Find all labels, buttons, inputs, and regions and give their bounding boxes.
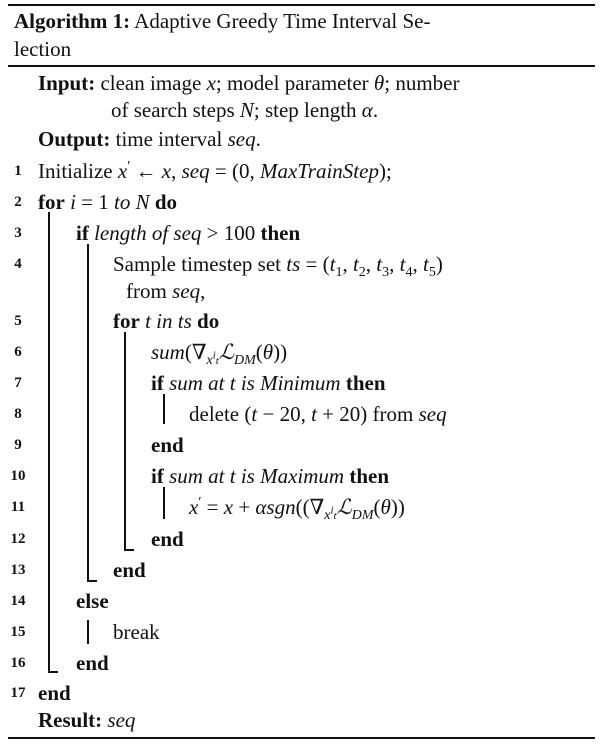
step-4-cont: from seq, [126,279,206,303]
output-key: Output: [38,127,111,151]
line-number: 13 [10,562,26,578]
line-number: 8 [14,406,22,422]
line-number: 6 [14,344,22,360]
line-number: 11 [10,499,26,515]
step-15: break [113,620,160,644]
indent-bar-else [87,620,89,644]
line-number: 9 [14,437,22,453]
line-number: 10 [10,468,26,484]
indent-bar-for-t [124,332,126,550]
indent-bar-if-length [87,244,89,581]
step-16: end [76,651,109,675]
step-12: end [151,527,184,551]
indent-bar-if-min [163,394,165,424]
step-8: delete (t − 20, t + 20) from seq [189,402,447,426]
step-4: Sample timestep set ts = ($t_1$, $t_2$, $t_3$, $t_4$, $t_5$) [113,252,443,281]
input-key: Input: [38,71,96,95]
step-11: $x' = x + \alpha sgn((\nabla_{x^it}ℒ_{DM}(\theta))$ [189,495,405,524]
line-number: 17 [10,685,26,701]
top-rule [8,4,595,6]
line-number: 7 [14,375,22,391]
line-number: 1 [14,163,22,179]
step-9: end [151,433,184,457]
output-line: Output: time interval seq. [38,127,261,151]
step-2: for i = 1 to N do [38,190,178,214]
step-7: if sum at t is Minimum then [151,371,386,395]
step-17: end [38,681,71,705]
line-number: 12 [10,531,26,547]
algorithm-caption [14,8,430,34]
indent-tick-if-length [87,580,97,582]
result-line: Result: seq [38,708,136,732]
step-13: end [113,558,146,582]
indent-tick-for-t [124,549,134,551]
indent-bar-for-i [48,212,50,672]
step-14: else [76,589,109,613]
algorithm-title: Adaptive Greedy Time Interval Se- [134,9,431,33]
algorithm-label: Algorithm 1: [14,9,131,33]
input-line-2: of search steps N; step length α. [111,98,379,122]
step-10: if sum at t is Maximum then [151,464,390,488]
step-1: Initialize x′ ← x, seq = (0, MaxTrainStep); [38,159,392,183]
line-number: 16 [10,655,26,671]
bottom-rule [8,737,595,739]
input-line-1: Input: clean image x; model parameter θ; number [38,71,460,95]
line-number: 15 [10,624,26,640]
indent-tick-for-i [48,671,58,673]
line-number: 4 [14,256,22,272]
step-6: $sum(\nabla_{x^it}ℒ_{DM}(\theta))$ [151,340,288,369]
step-5: for t in ts do [113,309,220,333]
line-number: 5 [14,313,22,329]
line-number: 2 [14,194,22,210]
line-number: 14 [10,593,26,609]
caption-rule [8,65,595,67]
line-number: 3 [14,225,22,241]
step-3: if length of seq > 100 then [76,221,301,245]
indent-bar-if-max [163,487,165,519]
result-key: Result: [38,708,103,732]
algorithm-title-cont: lection [14,37,72,61]
